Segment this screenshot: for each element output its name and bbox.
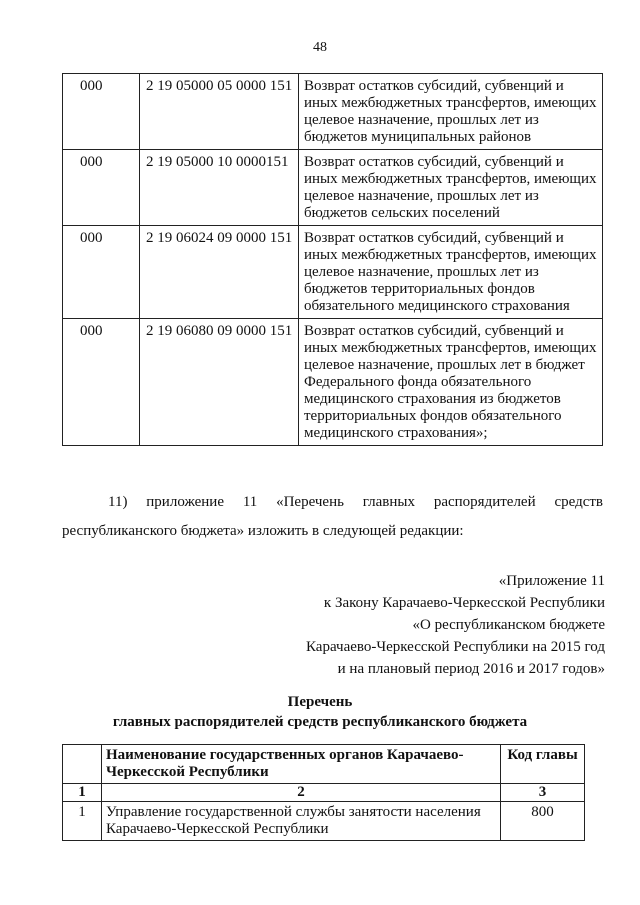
table-header-row (63, 745, 585, 784)
org-name-cell: Управление государственной службы занятости населения Карачаево-Черкесской Республики (102, 802, 501, 841)
column-number: 2 (102, 784, 501, 802)
admin-code-cell: 000 (63, 319, 140, 446)
appendix-line: «О республиканском бюджете (412, 617, 605, 633)
name-column-header: Наименование государственных органов Карачаево-Черкесской Республики (102, 745, 501, 784)
table-row (63, 802, 585, 841)
description-cell: Возврат остатков субсидий, субвенций и иных межбюджетных трансфертов, имеющих целевое назначение, прошлых лет из бюджетов сельских поселений (299, 150, 603, 226)
table-row (63, 74, 603, 150)
chapter-code-cell: 800 (501, 802, 585, 841)
appendix-line: «Приложение 11 (498, 573, 605, 589)
appendix-line: к Закону Карачаево-Черкесской Республики (323, 595, 605, 611)
budget-code-cell: 2 19 06024 09 0000 151 (140, 226, 299, 319)
appendix-line: Карачаево-Черкесской Республики на 2015 год (306, 639, 605, 655)
table-row (63, 150, 603, 226)
column-numbers-row (63, 784, 585, 802)
list-title (0, 692, 640, 732)
description-cell: Возврат остатков субсидий, субвенций и иных межбюджетных трансфертов, имеющих целевое назначение, прошлых лет из бюджетов территориальных фондов обязательного медицинского страхования (299, 226, 603, 319)
list-title-line: Перечень (287, 694, 353, 710)
table-row (63, 226, 603, 319)
budget-code-cell: 2 19 05000 10 0000151 (140, 150, 299, 226)
budget-codes-table (62, 73, 603, 446)
table-row (63, 319, 603, 446)
amendment-text: 11) приложение 11 «Перечень главных распорядителей средств республиканского бюджета» изложить в следующей редакции: (62, 494, 603, 539)
row-number-cell: 1 (63, 802, 102, 841)
column-number: 1 (63, 784, 102, 802)
description-cell: Возврат остатков субсидий, субвенций и иных межбюджетных трансфертов, имеющих целевое назначение, прошлых лет из бюджетов муниципальных районов (299, 74, 603, 150)
list-title-line: главных распорядителей средств республиканского бюджета (112, 714, 528, 730)
budget-code-cell: 2 19 05000 05 0000 151 (140, 74, 299, 150)
amendment-paragraph (62, 488, 603, 546)
description-cell: Возврат остатков субсидий, субвенций и иных межбюджетных трансфертов, имеющих целевое назначение, прошлых лет в бюджет Федерального фонда обязательного медицинского страхования из бюджетов территориальных фондов обязательного медицинского страхования»; (299, 319, 603, 446)
appendix-heading (240, 570, 605, 680)
page-number: 48 (313, 40, 327, 55)
admin-code-cell: 000 (63, 226, 140, 319)
admin-code-cell: 000 (63, 150, 140, 226)
number-column-header (63, 745, 102, 784)
budget-code-cell: 2 19 06080 09 0000 151 (140, 319, 299, 446)
admin-code-cell: 000 (63, 74, 140, 150)
appendix-line: и на плановый период 2016 и 2017 годов» (337, 661, 605, 677)
code-column-header: Код главы (501, 745, 585, 784)
administrators-table (62, 744, 585, 841)
column-number: 3 (501, 784, 585, 802)
